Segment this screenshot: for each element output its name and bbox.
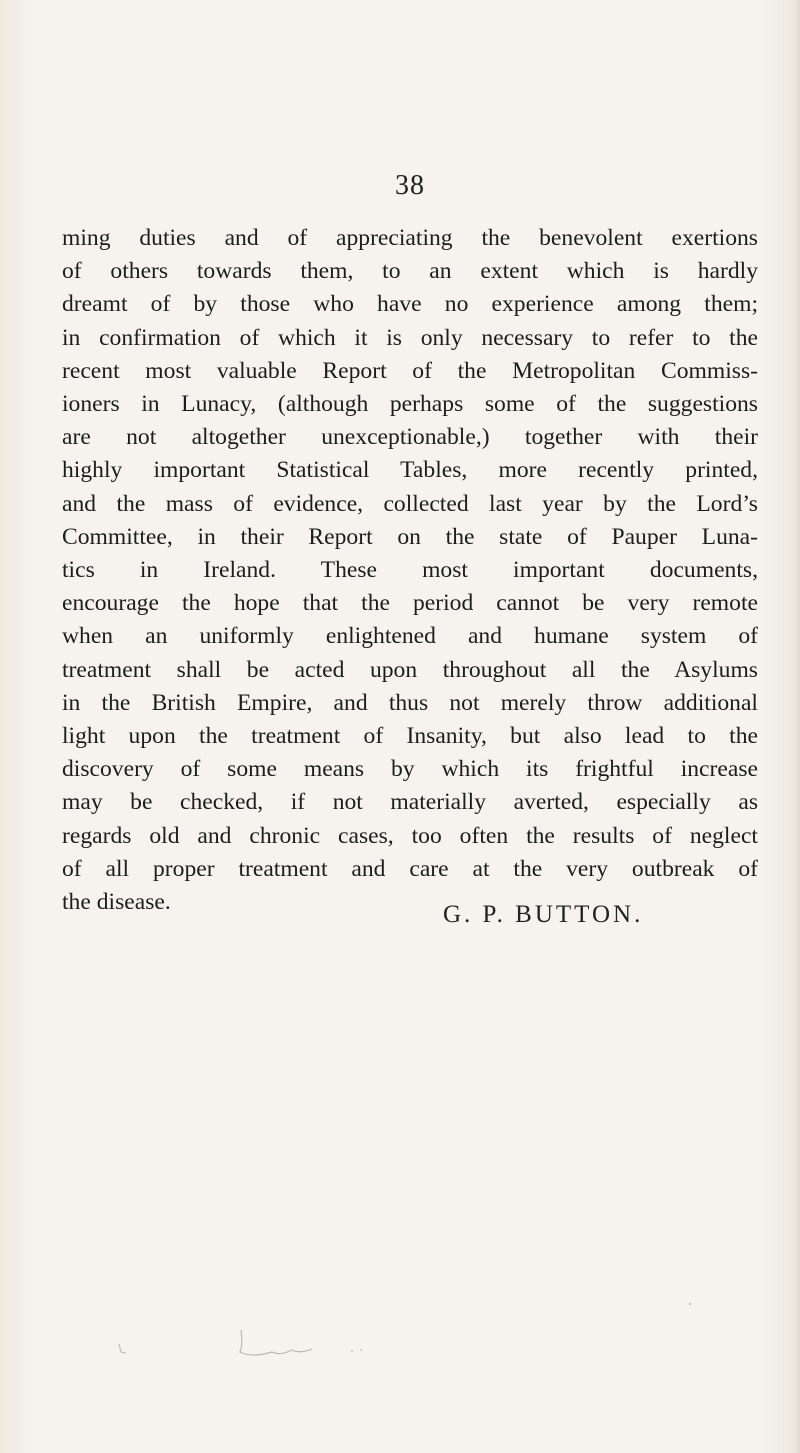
text-line: ming duties and of appreciating the benevolent exertions xyxy=(62,225,758,251)
text-line: and the mass of evidence, collected last year by the Lord’s xyxy=(62,490,758,517)
page-edge-shadow xyxy=(794,0,800,1453)
text-line: in the British Empire, and thus not merely throw additional xyxy=(62,689,758,716)
text-line: encourage the hope that the period cannot be very remote xyxy=(62,590,758,617)
text-line: are not altogether unexceptionable,) together with their xyxy=(62,424,758,451)
text-line: in confirmation of which it is only necessary to refer to the xyxy=(62,324,758,351)
text-line: light upon the treatment of Insanity, but also lead to the xyxy=(62,723,758,750)
ink-smudge xyxy=(240,1330,312,1355)
text-line: ioners in Lunacy, (although perhaps some of the suggestions xyxy=(62,391,758,418)
text-line: dreamt of by those who have no experience among them; xyxy=(62,291,758,318)
text-line: treatment shall be acted upon throughout all the Asylums xyxy=(62,656,758,683)
text-line: recent most valuable Report of the Metropolitan Commiss- xyxy=(62,357,758,384)
text-line: the disease. xyxy=(62,889,171,916)
text-line: highly important Statistical Tables, more recently printed, xyxy=(62,457,758,484)
text-line: regards old and chronic cases, too often the results of neglect xyxy=(62,822,758,849)
text-line: may be checked, if not materially averted, especially as xyxy=(62,789,758,816)
author-signature: G. P. BUTTON. xyxy=(443,901,644,928)
ink-dot xyxy=(360,1349,362,1351)
text-line: tics in Ireland. These most important documents, xyxy=(62,557,758,584)
text-line: Committee, in their Report on the state of Pauper Luna- xyxy=(62,523,758,550)
text-line: discovery of some means by which its frightful increase xyxy=(62,756,758,783)
body-paragraph xyxy=(62,222,758,919)
text-line: when an uniformly enlightened and humane system of xyxy=(62,623,758,650)
ink-dot xyxy=(351,1350,353,1352)
ink-smudge xyxy=(119,1344,126,1353)
page-number: 38 xyxy=(395,170,425,201)
ink-dot xyxy=(689,1303,691,1305)
text-line: of others towards them, to an extent which is hardly xyxy=(62,258,758,285)
text-line: of all proper treatment and care at the very outbreak of xyxy=(62,855,758,882)
